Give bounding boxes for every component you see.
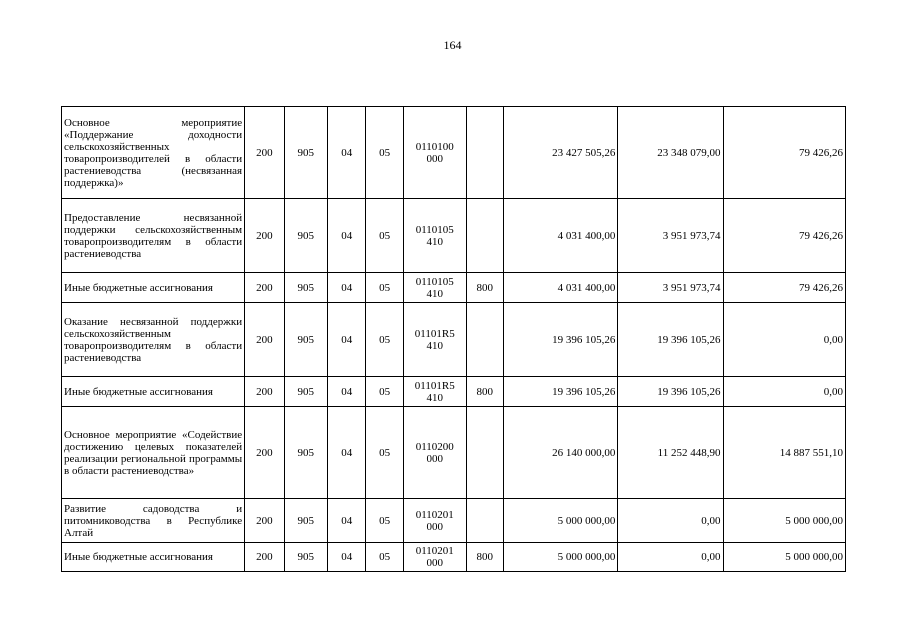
col-ved: 905 <box>284 107 327 199</box>
col-plan: 23 427 505,26 <box>504 107 618 199</box>
col-vr <box>466 407 503 499</box>
col-fact: 23 348 079,00 <box>618 107 723 199</box>
table-row <box>62 377 846 407</box>
table-row <box>62 499 846 543</box>
table-row <box>62 107 846 199</box>
col-fact: 19 396 105,26 <box>618 303 723 377</box>
col-vr: 800 <box>466 543 503 572</box>
col-ved: 905 <box>284 407 327 499</box>
col-grbs: 200 <box>245 273 284 303</box>
col-csr: 01101R5 410 <box>403 377 466 407</box>
col-rz: 04 <box>328 407 366 499</box>
col-grbs: 200 <box>245 107 284 199</box>
col-fact: 11 252 448,90 <box>618 407 723 499</box>
table-row <box>62 303 846 377</box>
col-ved: 905 <box>284 199 327 273</box>
col-pr: 05 <box>366 407 403 499</box>
col-rz: 04 <box>328 499 366 543</box>
col-vr: 800 <box>466 377 503 407</box>
row-name: Иные бюджетные ассигнования <box>62 543 245 572</box>
col-diff: 5 000 000,00 <box>723 543 845 572</box>
col-fact: 19 396 105,26 <box>618 377 723 407</box>
col-grbs: 200 <box>245 543 284 572</box>
col-pr: 05 <box>366 543 403 572</box>
col-csr: 0110105 410 <box>403 273 466 303</box>
col-diff: 0,00 <box>723 303 845 377</box>
col-grbs: 200 <box>245 407 284 499</box>
col-csr: 0110100 000 <box>403 107 466 199</box>
col-csr: 0110200 000 <box>403 407 466 499</box>
col-csr: 0110201 000 <box>403 499 466 543</box>
col-pr: 05 <box>366 377 403 407</box>
col-fact: 0,00 <box>618 543 723 572</box>
col-diff: 79 426,26 <box>723 199 845 273</box>
col-csr: 0110201 000 <box>403 543 466 572</box>
col-rz: 04 <box>328 107 366 199</box>
page-number: 164 <box>443 38 462 52</box>
col-pr: 05 <box>366 499 403 543</box>
col-vr: 800 <box>466 273 503 303</box>
col-plan: 19 396 105,26 <box>504 303 618 377</box>
col-vr <box>466 107 503 199</box>
col-diff: 0,00 <box>723 377 845 407</box>
col-ved: 905 <box>284 273 327 303</box>
col-grbs: 200 <box>245 377 284 407</box>
table-row <box>62 273 846 303</box>
row-name: Иные бюджетные ассигнования <box>62 377 245 407</box>
table-row <box>62 199 846 273</box>
col-rz: 04 <box>328 273 366 303</box>
table-row <box>62 543 846 572</box>
col-plan: 4 031 400,00 <box>504 273 618 303</box>
row-name: Иные бюджетные ассигнования <box>62 273 245 303</box>
col-diff: 79 426,26 <box>723 107 845 199</box>
col-rz: 04 <box>328 199 366 273</box>
col-ved: 905 <box>284 499 327 543</box>
table-row <box>62 407 846 499</box>
col-fact: 0,00 <box>618 499 723 543</box>
col-pr: 05 <box>366 107 403 199</box>
col-pr: 05 <box>366 273 403 303</box>
table-body <box>62 107 846 572</box>
col-grbs: 200 <box>245 303 284 377</box>
col-ved: 905 <box>284 303 327 377</box>
col-vr <box>466 199 503 273</box>
col-ved: 905 <box>284 543 327 572</box>
col-diff: 14 887 551,10 <box>723 407 845 499</box>
col-vr <box>466 303 503 377</box>
budget-table <box>61 106 846 572</box>
row-name: Основное мероприятие «Поддержание доходности сельскохозяйственных товаропроизводителей в области растениеводства (несвязанная поддержка)» <box>62 107 245 199</box>
col-plan: 5 000 000,00 <box>504 499 618 543</box>
row-name: Предоставление несвязанной поддержки сельскохозяйственным товаропроизводителям в области растениеводства <box>62 199 245 273</box>
col-diff: 5 000 000,00 <box>723 499 845 543</box>
col-vr <box>466 499 503 543</box>
col-ved: 905 <box>284 377 327 407</box>
col-grbs: 200 <box>245 499 284 543</box>
row-name: Оказание несвязанной поддержки сельскохозяйственным товаропроизводителям в области растениеводства <box>62 303 245 377</box>
col-diff: 79 426,26 <box>723 273 845 303</box>
col-plan: 26 140 000,00 <box>504 407 618 499</box>
col-plan: 5 000 000,00 <box>504 543 618 572</box>
col-rz: 04 <box>328 303 366 377</box>
col-grbs: 200 <box>245 199 284 273</box>
row-name: Развитие садоводства и питомниководства в Республике Алтай <box>62 499 245 543</box>
col-fact: 3 951 973,74 <box>618 273 723 303</box>
col-pr: 05 <box>366 199 403 273</box>
col-pr: 05 <box>366 303 403 377</box>
col-fact: 3 951 973,74 <box>618 199 723 273</box>
col-csr: 01101R5 410 <box>403 303 466 377</box>
col-rz: 04 <box>328 543 366 572</box>
col-csr: 0110105 410 <box>403 199 466 273</box>
col-plan: 19 396 105,26 <box>504 377 618 407</box>
col-plan: 4 031 400,00 <box>504 199 618 273</box>
row-name: Основное мероприятие «Содействие достижению целевых показателей реализации региональной программы в области растениеводства» <box>62 407 245 499</box>
col-rz: 04 <box>328 377 366 407</box>
